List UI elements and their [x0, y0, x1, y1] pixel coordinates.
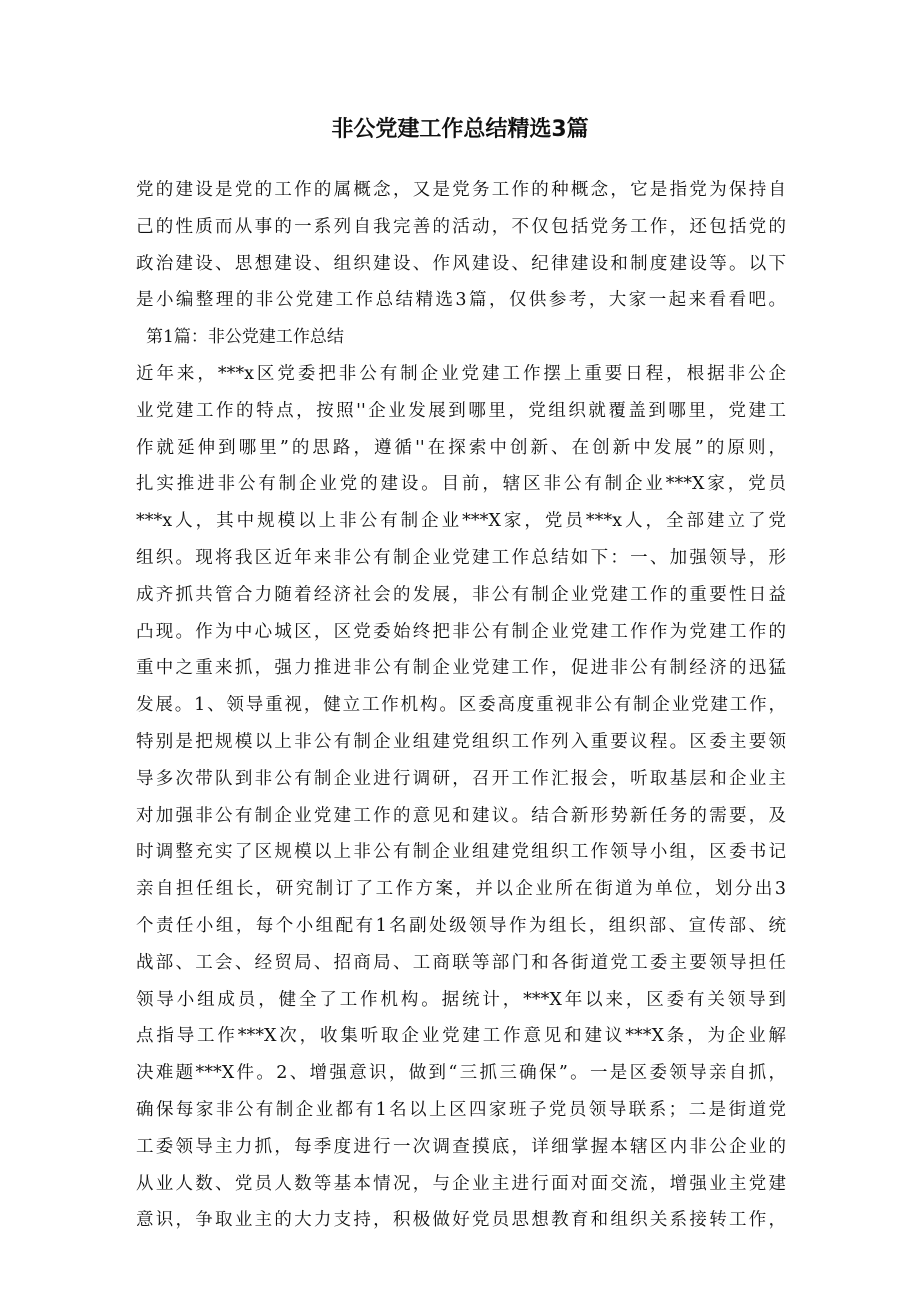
text-line: 战部、工会、经贸局、招商局、工商联等部门和各街道党工委主要领导担任: [136, 952, 786, 973]
text-line: 党的建设是党的工作的属概念，又是党务工作的种概念，它是指党为保持自: [136, 180, 786, 200]
text-line: 从业人数、党员人数等基本情况，与企业主进行面对面交流，增强业主党建: [136, 1173, 786, 1194]
text-line: 是小编整理的非公党建工作总结精选3篇，仅供参考，大家一起来看看吧。: [136, 290, 786, 311]
section-heading: 第1篇：非公党建工作总结: [146, 327, 344, 348]
text-line: 发展。1、领导重视，健立工作机构。区委高度重视非公有制企业党建工作，: [136, 695, 786, 716]
text-line: 成齐抓共管合力随着经济社会的发展，非公有制企业党建工作的重要性日益: [136, 584, 786, 605]
text-line: 作就延伸到哪里”的思路，遵循''在探索中创新、在创新中发展”的原则，: [136, 437, 786, 458]
text-line: 领导小组成员，健全了工作机构。据统计，***X年以来，区委有关领导到: [136, 989, 786, 1010]
text-line: 组织。现将我区近年来非公有制企业党建工作总结如下：一、加强领导，形: [136, 547, 786, 568]
text-line: 政治建设、思想建设、组织建设、作风建设、纪律建设和制度建设等。以下: [136, 253, 786, 274]
text-line: 己的性质而从事的一系列自我完善的活动，不仅包括党务工作，还包括党的: [136, 216, 786, 237]
text-line: 个责任小组，每个小组配有1名副处级领导作为组长，组织部、宣传部、统: [136, 915, 786, 936]
document-body: [136, 172, 786, 1239]
text-line: 业党建工作的特点，按照''企业发展到哪里，党组织就覆盖到哪里，党建工: [136, 400, 786, 421]
text-line: 特别是把规模以上非公有制企业组建党组织工作列入重要议程。区委主要领: [136, 731, 786, 752]
intro-paragraph: [136, 172, 786, 319]
text-line: 确保每家非公有制企业都有1名以上区四家班子党员领导联系；二是街道党: [136, 1099, 786, 1120]
text-line: 决难题***X件。2、增强意识，做到“三抓三确保”。一是区委领导亲自抓，: [136, 1063, 786, 1084]
text-line: 意识，争取业主的大力支持，积极做好党员思想教育和组织关系接转工作，: [136, 1210, 786, 1231]
text-line: 重中之重来抓，强力推进非公有制企业党建工作，促进非公有制经济的迅猛: [136, 658, 786, 679]
text-line: 点指导工作***X次，收集听取企业党建工作意见和建议***X条，为企业解: [136, 1026, 786, 1047]
text-line: ***x人，其中规模以上非公有制企业***X家，党员***x人，全部建立了党: [136, 511, 786, 532]
text-line: 工委领导主力抓，每季度进行一次调查摸底，详细掌握本辖区内非公企业的: [136, 1136, 786, 1157]
text-line: 扎实推进非公有制企业党的建设。目前，辖区非公有制企业***X家，党员: [136, 474, 786, 495]
text-line: 对加强非公有制企业党建工作的意见和建议。结合新形势新任务的需要，及: [136, 805, 786, 826]
text-line: 凸现。作为中心城区，区党委始终把非公有制企业党建工作作为党建工作的: [136, 621, 786, 642]
text-line: 亲自担任组长，研究制订了工作方案，并以企业所在街道为单位，划分出3: [136, 879, 786, 900]
section-paragraph: [136, 356, 786, 1239]
document-title: 非公党建工作总结精选3篇: [331, 117, 589, 142]
text-line: 时调整充实了区规模以上非公有制企业组建党组织工作领导小组，区委书记: [136, 842, 786, 863]
text-line: 近年来，***x区党委把非公有制企业党建工作摆上重要日程，根据非公企: [136, 363, 786, 384]
text-line: 导多次带队到非公有制企业进行调研，召开工作汇报会，听取基层和企业主: [136, 768, 786, 789]
